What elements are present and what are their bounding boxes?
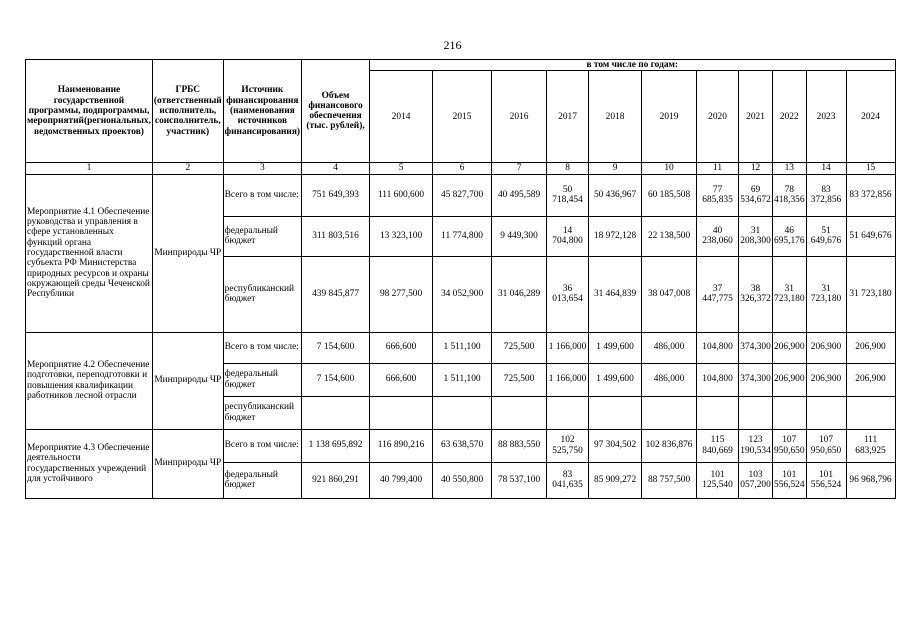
year-amount: 206,900 <box>806 363 846 396</box>
year-amount <box>370 396 433 429</box>
year-amount <box>739 396 773 429</box>
year-amount: 725,500 <box>492 332 547 363</box>
year-amount: 31 046,289 <box>492 256 547 332</box>
year-header: 2021 <box>739 71 773 163</box>
table-row <box>26 332 896 363</box>
year-amount: 107 950,650 <box>806 429 846 462</box>
year-amount: 85 909,272 <box>589 462 642 498</box>
year-amount: 83 372,856 <box>806 174 846 216</box>
year-amount: 36 013,654 <box>547 256 589 332</box>
year-amount: 102 525,750 <box>547 429 589 462</box>
year-amount: 40 550,800 <box>433 462 492 498</box>
year-header: 2016 <box>492 71 547 163</box>
year-amount: 13 323,100 <box>370 216 433 256</box>
year-amount: 34 052,900 <box>433 256 492 332</box>
total-amount: 7 154,600 <box>302 363 370 396</box>
year-amount <box>806 396 846 429</box>
year-amount: 78 418,356 <box>773 174 806 216</box>
year-amount: 51 649,676 <box>806 216 846 256</box>
year-amount: 31 208,300 <box>739 216 773 256</box>
year-amount: 60 185,508 <box>642 174 697 216</box>
year-amount <box>589 396 642 429</box>
year-amount: 1 511,100 <box>433 363 492 396</box>
total-amount: 7 154,600 <box>302 332 370 363</box>
year-amount: 31 723,180 <box>773 256 806 332</box>
year-amount <box>697 396 739 429</box>
funding-source: федеральный бюджет <box>223 363 301 396</box>
total-amount: 311 803,516 <box>302 216 370 256</box>
year-amount: 45 827,700 <box>433 174 492 216</box>
year-amount: 31 723,180 <box>846 256 895 332</box>
year-amount <box>846 396 895 429</box>
index-cell: 6 <box>433 163 492 174</box>
measure-name: Мероприятие 4.1 Обеспечение руководства и управления в сфере установленных функций органа государственной власти субъекта РФ Министерства природных ресурсов и охраны окружающей среды Чеченской Республики <box>26 174 153 332</box>
year-amount: 666,600 <box>370 332 433 363</box>
year-amount: 111 683,925 <box>846 429 895 462</box>
index-cell: 1 <box>26 163 153 174</box>
index-cell: 3 <box>223 163 301 174</box>
year-amount: 38 047,008 <box>642 256 697 332</box>
year-amount: 115 840,669 <box>697 429 739 462</box>
year-amount: 111 600,600 <box>370 174 433 216</box>
year-amount: 88 757,500 <box>642 462 697 498</box>
index-cell: 13 <box>773 163 806 174</box>
year-amount: 666,600 <box>370 363 433 396</box>
year-amount: 101 125,540 <box>697 462 739 498</box>
year-amount: 206,900 <box>806 332 846 363</box>
col-header-source: Источник финансирования (наименования источников финансирования) <box>223 60 301 163</box>
table-row <box>26 429 896 462</box>
year-amount <box>773 396 806 429</box>
year-amount: 69 534,672 <box>739 174 773 216</box>
funding-source: республиканский бюджет <box>223 256 301 332</box>
measure-grbs: Минприроды ЧР <box>152 174 223 332</box>
year-amount: 206,900 <box>773 332 806 363</box>
year-amount: 1 511,100 <box>433 332 492 363</box>
funding-source: республиканский бюджет <box>223 396 301 429</box>
year-amount: 51 649,676 <box>846 216 895 256</box>
measure-name: Мероприятие 4.2 Обеспечение подготовки, переподготовки и повышения квалификации работников лесной отрасли <box>26 332 153 429</box>
total-amount: 439 845,877 <box>302 256 370 332</box>
year-header: 2024 <box>846 71 895 163</box>
year-amount <box>433 396 492 429</box>
table-row <box>26 174 896 216</box>
col-header-total: Объем финансового обеспечения (тыс. рублей), <box>302 60 370 163</box>
index-cell: 11 <box>697 163 739 174</box>
total-amount <box>302 396 370 429</box>
year-header: 2015 <box>433 71 492 163</box>
measure-grbs: Минприроды ЧР <box>152 429 223 498</box>
col-header-grbs: ГРБС (ответственный исполнитель, соисполнитель, участник) <box>152 60 223 163</box>
year-amount: 116 890,216 <box>370 429 433 462</box>
year-amount: 1 499,600 <box>589 332 642 363</box>
index-cell: 15 <box>846 163 895 174</box>
year-amount: 9 449,300 <box>492 216 547 256</box>
budget-table <box>25 59 896 499</box>
year-amount: 101 556,524 <box>773 462 806 498</box>
year-amount: 97 304,502 <box>589 429 642 462</box>
year-amount: 1 499,600 <box>589 363 642 396</box>
year-amount: 725,500 <box>492 363 547 396</box>
year-amount: 101 556,524 <box>806 462 846 498</box>
year-amount <box>642 396 697 429</box>
year-amount: 40 495,589 <box>492 174 547 216</box>
year-amount: 1 166,000 <box>547 332 589 363</box>
funding-source: федеральный бюджет <box>223 216 301 256</box>
year-amount: 374,300 <box>739 363 773 396</box>
index-cell: 9 <box>589 163 642 174</box>
index-cell: 12 <box>739 163 773 174</box>
table-body <box>26 174 896 498</box>
index-cell: 7 <box>492 163 547 174</box>
year-amount: 96 968,796 <box>846 462 895 498</box>
year-amount: 104,800 <box>697 332 739 363</box>
funding-source: Всего в том числе: <box>223 332 301 363</box>
year-amount: 77 685,835 <box>697 174 739 216</box>
col-header-program: Наименование государственной программы, подпрограммы, мероприятий(региональных, ведомственных проектов) <box>26 60 153 163</box>
year-amount: 11 774,800 <box>433 216 492 256</box>
year-amount: 103 057,200 <box>739 462 773 498</box>
total-amount: 751 649,393 <box>302 174 370 216</box>
year-amount: 123 190,534 <box>739 429 773 462</box>
year-amount: 486,000 <box>642 363 697 396</box>
index-row <box>26 163 896 174</box>
year-amount: 206,900 <box>773 363 806 396</box>
year-amount: 83 372,856 <box>846 174 895 216</box>
measure-grbs: Минприроды ЧР <box>152 332 223 429</box>
year-header: 2014 <box>370 71 433 163</box>
year-amount: 107 950,650 <box>773 429 806 462</box>
year-amount: 22 138,500 <box>642 216 697 256</box>
year-header: 2018 <box>589 71 642 163</box>
index-cell: 8 <box>547 163 589 174</box>
year-amount: 31 723,180 <box>806 256 846 332</box>
year-amount: 37 447,775 <box>697 256 739 332</box>
year-header: 2019 <box>642 71 697 163</box>
index-cell: 10 <box>642 163 697 174</box>
year-amount: 104,800 <box>697 363 739 396</box>
funding-source: Всего в том числе: <box>223 429 301 462</box>
year-amount: 40 799,400 <box>370 462 433 498</box>
year-header: 2022 <box>773 71 806 163</box>
year-amount: 40 238,060 <box>697 216 739 256</box>
col-header-by-years: в том числе по годам: <box>370 60 895 71</box>
year-amount: 63 638,570 <box>433 429 492 462</box>
year-header: 2017 <box>547 71 589 163</box>
total-amount: 1 138 695,892 <box>302 429 370 462</box>
year-amount: 83 041,635 <box>547 462 589 498</box>
total-amount: 921 860,291 <box>302 462 370 498</box>
year-amount: 98 277,500 <box>370 256 433 332</box>
year-amount: 206,900 <box>846 332 895 363</box>
year-amount: 374,300 <box>739 332 773 363</box>
year-amount: 206,900 <box>846 363 895 396</box>
year-amount: 486,000 <box>642 332 697 363</box>
year-amount: 31 464,839 <box>589 256 642 332</box>
year-amount <box>547 396 589 429</box>
index-cell: 14 <box>806 163 846 174</box>
year-amount: 50 436,967 <box>589 174 642 216</box>
year-amount: 46 695,176 <box>773 216 806 256</box>
year-amount: 88 883,550 <box>492 429 547 462</box>
index-cell: 4 <box>302 163 370 174</box>
year-amount: 50 718,454 <box>547 174 589 216</box>
page-number: 216 <box>443 38 462 52</box>
funding-source: Всего в том числе: <box>223 174 301 216</box>
index-cell: 5 <box>370 163 433 174</box>
year-amount: 38 326,372 <box>739 256 773 332</box>
year-amount: 18 972,128 <box>589 216 642 256</box>
year-amount: 102 836,876 <box>642 429 697 462</box>
year-amount <box>492 396 547 429</box>
index-cell: 2 <box>152 163 223 174</box>
measure-name: Мероприятие 4.3 Обеспечение деятельности государственных учреждений для устойчивого <box>26 429 153 498</box>
year-header: 2023 <box>806 71 846 163</box>
year-amount: 14 704,800 <box>547 216 589 256</box>
year-amount: 78 537,100 <box>492 462 547 498</box>
year-header: 2020 <box>697 71 739 163</box>
funding-source: федеральный бюджет <box>223 462 301 498</box>
year-amount: 1 166,000 <box>547 363 589 396</box>
